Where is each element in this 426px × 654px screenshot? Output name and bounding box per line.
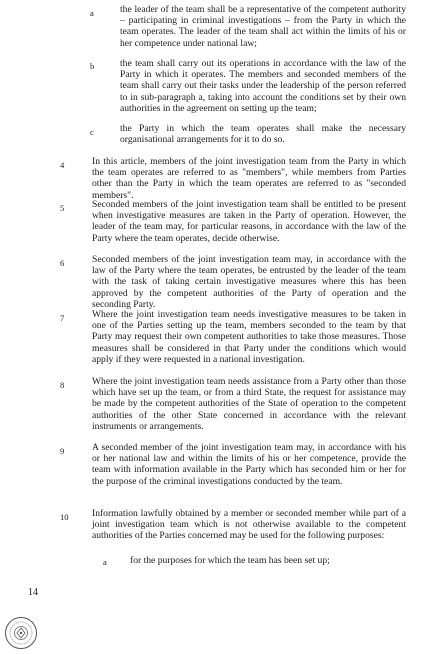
sub-item-a-text: the leader of the team shall be a representative of the competent authority – participating in criminal investigations – from the Party in which the team operates. The leader of the team shall act within the limits of his or her competence under national law; [120,4,406,49]
paragraph-9-text: A seconded member of the joint investigation team may, in accordance with his or her national law and within the limits of his or her competence, provide the team with information available in the Party which has seconded him or her for the purpose of the criminal investigations conducted by the team. [92,442,406,487]
paragraph-number-9: 9 [60,446,65,456]
paragraph-number-5: 5 [60,203,65,213]
page-number: 14 [28,587,38,598]
sub-item-b-text: the team shall carry out its operations in accordance with the law of the Party in which it operates. The members and seconded members of the team shall carry out their tasks under the leadership of the person referred to in sub-paragraph a, taking into account the conditions set by their own authorities in the agreement on setting up the team; [120,58,406,114]
paragraph-number-10: 10 [60,512,69,522]
paragraph-number-7: 7 [60,313,65,323]
sub-item-letter-c: c [90,127,94,137]
paragraph-10-text: Information lawfully obtained by a member or seconded member while part of a joint investigation team which is not otherwise available to the competent authorities of the Parties concerned may be used for the following purposes: [92,508,406,542]
paragraph-7-text: Where the joint investigation team needs investigative measures to be taken in one of the Parties setting up the team, members seconded to the team by that Party may request their own competent authorities to take those measures. Those measures shall be considered in that Party under the conditions which would apply if they were requested in a national investigation. [92,309,406,365]
sub-item-letter-a: a [90,8,94,18]
sub-item-c-text: the Party in which the team operates shall make the necessary organisational arrangements for it to do so. [120,123,406,146]
paragraph-5-text: Seconded members of the joint investigation team shall be entitled to be present when investigative measures are taken in the Party of operation. However, the leader of the team may, for particular reasons, in accordance with the law of the Party where the team operates, decide otherwise. [92,199,406,244]
paragraph-4-text: In this article, members of the joint investigation team from the Party in which the team operates are referred to as "members", while members from Parties other than the Party in which the team operates are referred to as "seconded members". [92,156,406,201]
sub-item-letter-a-bottom: a [103,557,107,567]
paragraph-8-text: Where the joint investigation team needs assistance from a Party other than those which have set up the team, or from a third State, the request for assistance may be made by the competent authorities of the State of operation to the competent authorities of the other State concerned in accordance with the relevant instruments or arrangements. [92,376,406,432]
sub-item-a-bottom-text: for the purposes for which the team has been set up; [130,555,330,566]
official-seal-icon [4,616,38,650]
paragraph-6-text: Seconded members of the joint investigation team may, in accordance with the law of the Party where the team operates, be entrusted by the leader of the team with the task of taking certain investigative measures where this has been approved by the competent authorities of the Party of operation and the seconding Party. [92,254,406,310]
paragraph-number-4: 4 [60,160,65,170]
paragraph-number-6: 6 [60,258,65,268]
paragraph-number-8: 8 [60,380,65,390]
sub-item-letter-b: b [90,61,95,71]
